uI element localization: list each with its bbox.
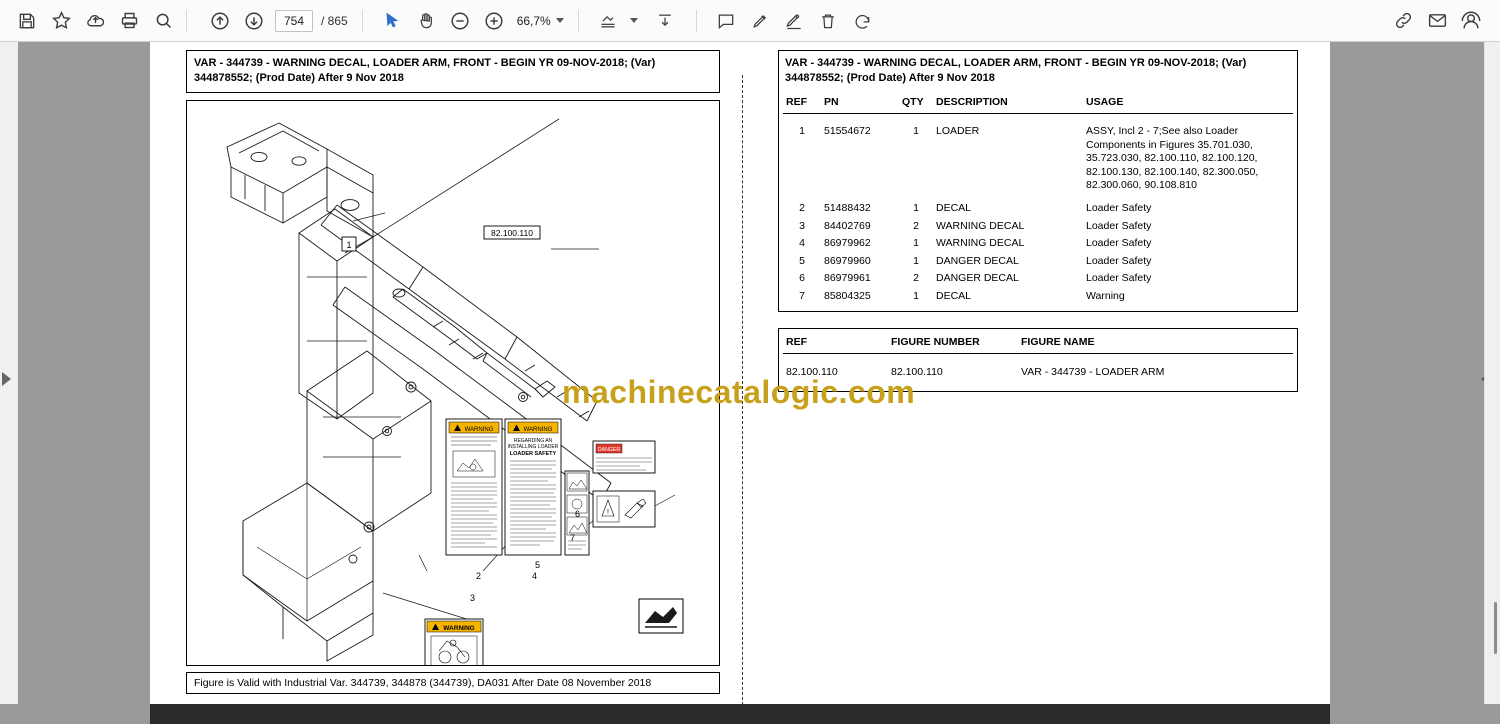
link-share-icon[interactable]: [1386, 4, 1420, 38]
cell-description: DANGER DECAL: [936, 272, 1019, 285]
cell-description: LOADER: [936, 125, 980, 138]
expand-left-panel-icon[interactable]: [2, 372, 11, 386]
upload-cloud-icon[interactable]: [78, 4, 112, 38]
watermark-text: machinecatalogic.com: [562, 374, 916, 410]
svg-text:82.100.110: 82.100.110: [491, 227, 533, 238]
table-row: [783, 218, 1293, 235]
cell-qty: 2: [913, 219, 919, 232]
svg-text:2: 2: [476, 570, 482, 581]
zoom-out-icon[interactable]: [443, 4, 477, 38]
cell-ref: 1: [799, 125, 805, 138]
cell-qty: 2: [913, 272, 919, 285]
toolbar-separator: [362, 10, 363, 32]
cell-pn: 51554672: [824, 125, 871, 138]
parts-table: [783, 92, 1293, 305]
toolbar-separator: [578, 10, 579, 32]
search-icon[interactable]: [146, 4, 180, 38]
cell-qty: 1: [913, 254, 919, 267]
rotate-view-icon[interactable]: [648, 4, 682, 38]
cell-qty: 1: [913, 289, 919, 302]
cell-ref: 4: [799, 237, 805, 250]
svg-text:6: 6: [575, 508, 581, 519]
chevron-down-icon[interactable]: [556, 18, 564, 23]
sign-icon[interactable]: [777, 4, 811, 38]
table-row: [783, 364, 1293, 381]
figure-table-container: [778, 328, 1298, 392]
page-number-input[interactable]: 754: [275, 10, 313, 32]
svg-text:REGARDING AN: REGARDING AN: [513, 437, 553, 444]
svg-text:!: !: [607, 508, 609, 516]
cell-description: WARNING DECAL: [936, 219, 1025, 232]
column-header-qty: QTY: [899, 92, 933, 114]
cell-ref: 2: [799, 202, 805, 215]
parts-table-container: [778, 50, 1298, 312]
svg-text:WARNING: WARNING: [464, 426, 494, 433]
table-row: [783, 288, 1293, 305]
svg-text:INSTALLING LOADER: INSTALLING LOADER: [507, 443, 559, 450]
cell-ref: 6: [799, 272, 805, 285]
column-header-usage: USAGE: [1083, 92, 1293, 114]
pan-hand-icon[interactable]: [409, 4, 443, 38]
right-page: [778, 50, 1298, 392]
toolbar-view-group: [585, 4, 682, 38]
cell-pn: 84402769: [824, 219, 871, 232]
svg-text:4: 4: [532, 570, 538, 581]
cell-description: DANGER DECAL: [936, 254, 1019, 267]
cell-qty: 1: [913, 237, 919, 250]
table-row: [783, 253, 1293, 270]
toolbar-page-group: [193, 4, 348, 38]
left-page: [186, 50, 720, 724]
left-page-header: VAR - 344739 - WARNING DECAL, LOADER ARM, FRONT - BEGIN YR 09-NOV-2018; (Var) 344878552; (Prod Date) After 9 Nov 2018: [186, 50, 720, 93]
page-down-icon[interactable]: [237, 4, 271, 38]
column-header-ref: REF: [783, 92, 821, 114]
cell-ref: 5: [799, 254, 805, 267]
svg-text:DANGER: DANGER: [597, 446, 621, 453]
toolbar-separator: [696, 10, 697, 32]
undo-icon[interactable]: [845, 4, 879, 38]
column-header-ref: REF: [783, 332, 888, 354]
toolbar-tools-group: [369, 4, 564, 38]
cell-usage: Loader Safety: [1086, 272, 1152, 285]
toolbar-right-group: [1386, 4, 1500, 38]
page-up-icon[interactable]: [203, 4, 237, 38]
cell-qty: 1: [913, 202, 919, 215]
table-row: [783, 200, 1293, 217]
cell-ref: 82.100.110: [786, 365, 838, 378]
cell-usage: Loader Safety: [1086, 237, 1152, 250]
svg-text:5: 5: [535, 559, 541, 570]
cell-pn: 51488432: [824, 202, 871, 215]
toolbar-separator: [186, 10, 187, 32]
bottom-bar-left-fill: [0, 704, 150, 724]
cell-ref: 7: [799, 289, 805, 302]
cell-usage: Loader Safety: [1086, 219, 1152, 232]
document-viewport[interactable]: [0, 42, 1500, 724]
svg-text:LOADER SAFETY: LOADER SAFETY: [509, 450, 557, 457]
bookmark-star-icon[interactable]: [44, 4, 78, 38]
toolbar: [0, 0, 1500, 42]
svg-text:1: 1: [346, 239, 352, 250]
cell-figure-name: VAR - 344739 - LOADER ARM: [1021, 365, 1165, 378]
fit-page-icon[interactable]: [591, 4, 625, 38]
cell-figure-number: 82.100.110: [891, 365, 943, 378]
figure-validity-footer: Figure is Valid with Industrial Var. 344739, 344878 (344739), DA031 After Date 08 November 2018: [186, 672, 720, 694]
scrollbar-thumb[interactable]: [1494, 602, 1497, 654]
cell-usage: Loader Safety: [1086, 202, 1152, 215]
svg-text:3: 3: [470, 592, 476, 603]
column-header-figure-number: FIGURE NUMBER: [888, 332, 1018, 354]
column-header-figure-name: FIGURE NAME: [1018, 332, 1293, 354]
cell-description: WARNING DECAL: [936, 237, 1025, 250]
svg-text:7: 7: [570, 532, 576, 543]
figure-drawing: [186, 100, 720, 666]
chevron-down-icon[interactable]: [630, 18, 638, 23]
cell-pn: 86979962: [824, 237, 871, 250]
delete-icon[interactable]: [811, 4, 845, 38]
cell-ref: 3: [799, 219, 805, 232]
cell-usage: ASSY, Incl 2 - 7;See also Loader Components in Figures 35.701.030, 35.723.030, 82.100.110, 82.100.120, 82.100.130, 82.100.140, 82.300.050, 82.300.060, 90.108.810: [1086, 125, 1259, 191]
figure-table: [783, 332, 1293, 381]
table-row: [783, 354, 1293, 364]
table-row: [783, 113, 1293, 123]
cell-pn: 86979960: [824, 254, 871, 267]
svg-text:WARNING: WARNING: [443, 624, 475, 632]
loader-arm-line-drawing: [187, 101, 719, 665]
table-row: [783, 123, 1293, 194]
svg-text:WARNING: WARNING: [523, 426, 553, 433]
right-page-header: VAR - 344739 - WARNING DECAL, LOADER ARM, FRONT - BEGIN YR 09-NOV-2018; (Var) 344878552; (Prod Date) After 9 Nov 2018: [785, 57, 1247, 84]
toolbar-annotate-group: [703, 4, 879, 38]
zoom-level-label[interactable]: 66,7%: [516, 13, 551, 28]
bottom-bar-right-fill: [1330, 704, 1500, 724]
zoom-in-icon[interactable]: [477, 4, 511, 38]
column-header-description: DESCRIPTION: [933, 92, 1083, 114]
highlight-pen-icon[interactable]: [743, 4, 777, 38]
select-cursor-icon[interactable]: [375, 4, 409, 38]
cell-description: DECAL: [936, 202, 972, 215]
cell-usage: Loader Safety: [1086, 254, 1152, 267]
comment-icon[interactable]: [709, 4, 743, 38]
vertical-scrollbar[interactable]: [1484, 42, 1500, 724]
print-icon[interactable]: [112, 4, 146, 38]
table-row: [783, 270, 1293, 287]
email-icon[interactable]: [1420, 4, 1454, 38]
cell-qty: 1: [913, 125, 919, 138]
page-sheet: [150, 42, 1330, 724]
parts-table-header-row: [783, 92, 1293, 114]
cell-description: DECAL: [936, 289, 972, 302]
account-icon[interactable]: [1454, 4, 1488, 38]
cell-usage: Warning: [1086, 289, 1125, 302]
bottom-bar: [0, 704, 1500, 724]
cell-pn: 85804325: [824, 289, 871, 302]
figure-table-header-row: [783, 332, 1293, 354]
cell-pn: 86979961: [824, 272, 871, 285]
column-header-pn: PN: [821, 92, 899, 114]
page-total-label: / 865: [321, 13, 348, 28]
save-icon[interactable]: [10, 4, 44, 38]
toolbar-file-group: [0, 4, 180, 38]
table-row: [783, 235, 1293, 252]
page-fold-divider: [742, 75, 743, 724]
